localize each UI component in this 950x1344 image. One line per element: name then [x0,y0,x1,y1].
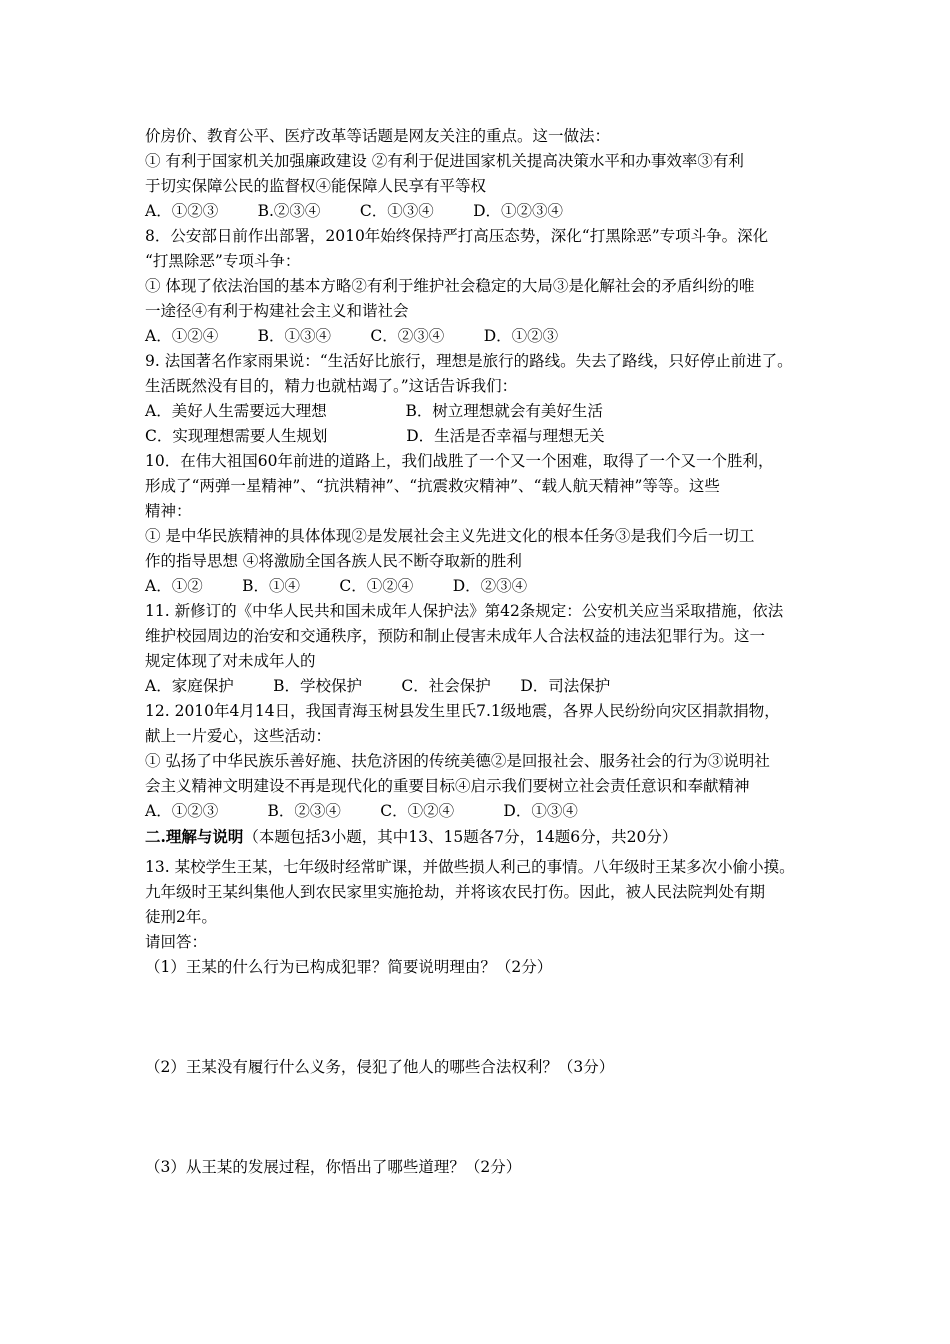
sub-question-2: （2）王某没有履行什么义务，侵犯了他人的哪些合法权利？（3分） [145,1058,615,1076]
text-line: 规定体现了对未成年人的 [145,652,316,670]
text-line: 会主义精神文明建设不再是现代化的重要目标④启示我们要树立社会责任意识和奉献精神 [145,777,750,795]
text-line: ① 有利于国家机关加强廉政建设 ②有利于促进国家机关提高决策水平和办事效率③有利 [145,152,744,170]
question-13: 13. 某校学生王某，七年级时经常旷课，并做些损人利己的事情。八年级时王某多次小偷小摸。 [145,858,795,876]
answer-options: A．①② B．①④ C．①②④ D．②③④ [145,577,528,595]
document-page [145,124,825,1180]
text-line: 徒刑2年。 [145,908,217,926]
text-line: ① 弘扬了中华民族乐善好施、扶危济困的传统美德②是回报社会、服务社会的行为③说明社 [145,752,770,770]
section-heading [145,824,825,849]
answer-options: C．实现理想需要人生规划 D．生活是否幸福与理想无关 [145,427,605,445]
text-line: 生活既然没有目的，精力也就枯竭了。”这话告诉我们： [145,377,518,395]
sub-question-1: （1）王某的什么行为已构成犯罪？简要说明理由？（2分） [145,958,553,976]
section-title: 二.理解与说明 [145,827,244,846]
question-9: 9. 法国著名作家雨果说：“生活好比旅行，理想是旅行的路线。失去了路线，只好停止前进了。 [145,352,793,370]
text-line: 形成了“两弹一星精神”、“抗洪精神”、“抗震救灾精神”、“载人航天精神”等等。这些 [145,477,720,495]
sub-question-3: （3）从王某的发展过程，你悟出了哪些道理？（2分） [145,1158,522,1176]
text-line: 献上一片爱心，这些活动： [145,727,332,745]
text-line: 作的指导思想 ④将激励全国各族人民不断夺取新的胜利 [145,552,522,570]
answer-area [145,980,825,1055]
answer-area [145,1080,825,1155]
answer-options: A．①②③ B.②③④ C．①③④ D．①②③④ [145,202,564,220]
text-line: 一途径④有利于构建社会主义和谐社会 [145,302,409,320]
text-line: 价房价、教育公平、医疗改革等话题是网友关注的重点。这一做法： [145,127,611,145]
answer-options: A．美好人生需要远大理想 B．树立理想就会有美好生活 [145,402,603,420]
text-line: 维护校园周边的治安和交通秩序，预防和制止侵害未成年人合法权益的违法犯罪行为。这一 [145,627,766,645]
section-note: （本题包括3小题，其中13、15题各7分，14题6分，共20分） [243,828,678,846]
question-8: 8．公安部日前作出部署，2010年始终保持严打高压态势，深化“打黑除恶”专项斗争。深化 [145,227,769,245]
text-line: ① 是中华民族精神的具体体现②是发展社会主义先进文化的根本任务③是我们今后一切工 [145,527,755,545]
question-11: 11. 新修订的《中华人民共和国未成年人保护法》第42条规定：公安机关应当采取措施，依法 [145,602,784,620]
text-line: 精神： [145,502,192,520]
question-10: 10．在伟大祖国60年前进的道路上，我们战胜了一个又一个困难，取得了一个又一个胜利， [145,452,774,470]
text-line: ① 体现了依法治国的基本方略②有利于维护社会稳定的大局③是化解社会的矛盾纠纷的唯 [145,277,755,295]
answer-options: A．①②④ B．①③④ C．②③④ D．①②③ [145,327,559,345]
text-line: 九年级时王某纠集他人到农民家里实施抢劫，并将该农民打伤。因此，被人民法院判处有期 [145,883,766,901]
question-12: 12. 2010年4月14日，我国青海玉树县发生里氏7.1级地震，各界人民纷纷向灾区捐款捐物， [145,702,780,720]
answer-options: A．家庭保护 B．学校保护 C．社会保护 D．司法保护 [145,677,611,695]
answer-options: A．①②③ B．②③④ C．①②④ D．①③④ [145,802,578,820]
text-line: 于切实保障公民的监督权④能保障人民享有平等权 [145,177,487,195]
text-line: “打黑除恶”专项斗争： [145,252,301,270]
text-line: 请回答： [145,933,208,951]
